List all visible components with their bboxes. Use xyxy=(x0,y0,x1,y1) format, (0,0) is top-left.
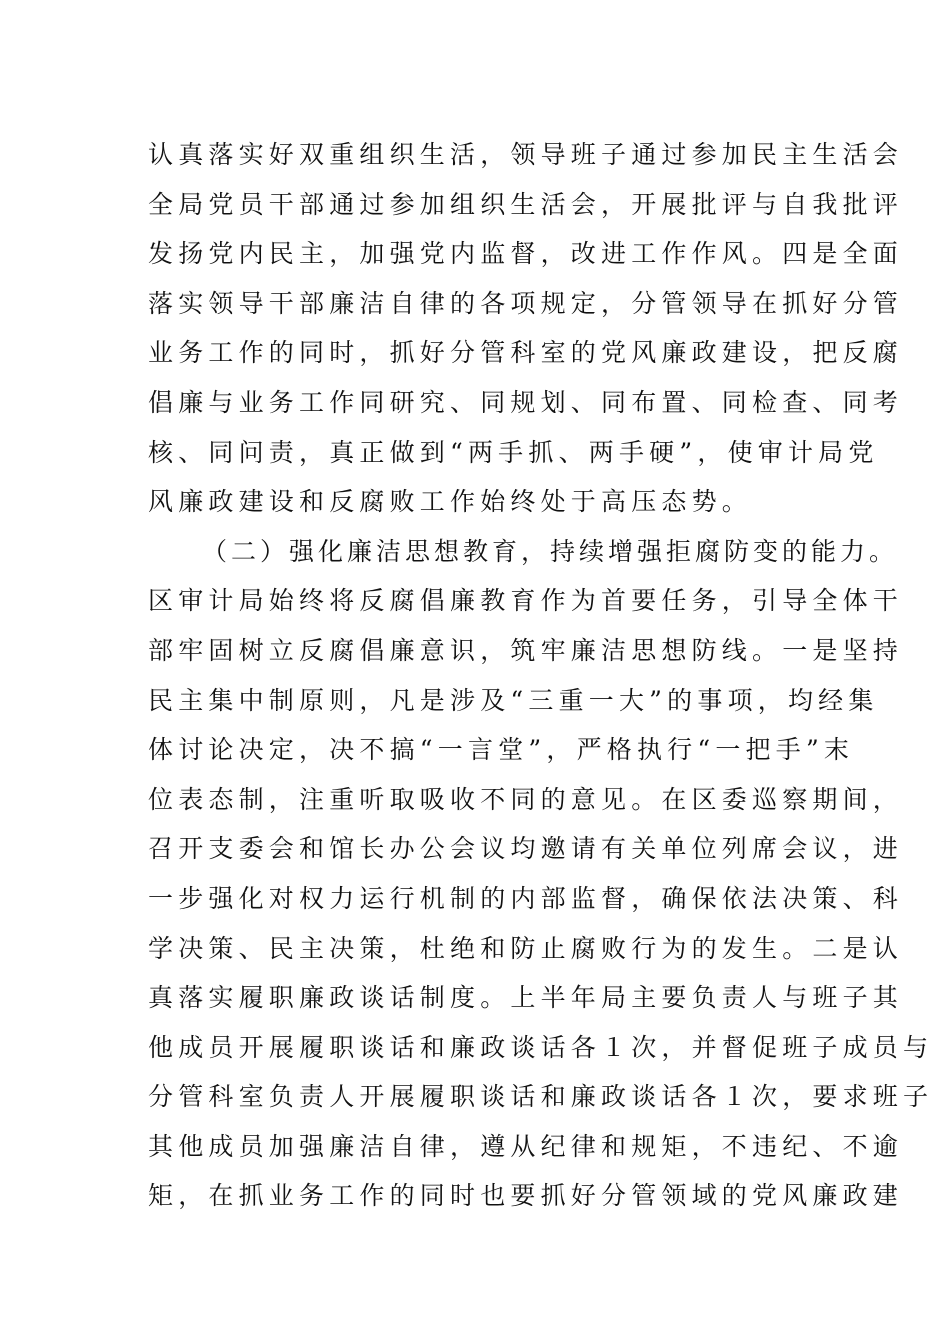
text-line: 一步强化对权力运行机制的内部监督，确保依法决策、科 xyxy=(148,883,904,913)
text-line: 他成员开展履职谈话和廉政谈话各１次，并督促班子成员与 xyxy=(148,1032,934,1062)
text-line: 位表态制，注重听取吸收不同的意见。在区委巡察期间， xyxy=(148,784,904,814)
text-line: 核、同问责，真正做到“两手抓、两手硬”，使审计局党 xyxy=(148,437,879,467)
text-line: 真落实履职廉政谈话制度。上半年局主要负责人与班子其 xyxy=(148,983,904,1013)
text-line: 分管科室负责人开展履职谈话和廉政谈话各１次，要求班子 xyxy=(148,1082,934,1112)
text-line: 民主集中制原则，凡是涉及“三重一大”的事项，均经集 xyxy=(148,685,879,715)
text-line: 体讨论决定，决不搞“一言堂”，严格执行“一把手”末 xyxy=(148,735,855,765)
text-line: 召开支委会和馆长办公会议均邀请有关单位列席会议，进 xyxy=(148,834,904,864)
text-line: 风廉政建设和反腐败工作始终处于高压态势。 xyxy=(148,487,753,517)
text-line: 倡廉与业务工作同研究、同规划、同布置、同检查、同考 xyxy=(148,387,904,417)
section-heading-line: （二）强化廉洁思想教育，持续增强拒腐防变的能力。 xyxy=(202,536,899,566)
text-line: 业务工作的同时，抓好分管科室的党风廉政建设，把反腐 xyxy=(148,338,904,368)
text-line: 学决策、民主决策，杜绝和防止腐败行为的发生。二是认 xyxy=(148,933,904,963)
text-line: 落实领导干部廉洁自律的各项规定，分管领导在抓好分管 xyxy=(148,288,904,318)
text-line: 矩，在抓业务工作的同时也要抓好分管领域的党风廉政建 xyxy=(148,1181,904,1211)
text-line: 发扬党内民主，加强党内监督，改进工作作风。四是全面 xyxy=(148,239,904,269)
text-line: 部牢固树立反腐倡廉意识，筑牢廉洁思想防线。一是坚持 xyxy=(148,635,904,665)
text-line: 其他成员加强廉洁自律，遵从纪律和规矩，不违纪、不逾 xyxy=(148,1131,904,1161)
text-line: 区审计局始终将反腐倡廉教育作为首要任务，引导全体干 xyxy=(148,586,904,616)
text-line: 认真落实好双重组织生活，领导班子通过参加民主生活会 xyxy=(148,140,904,169)
document-body xyxy=(148,130,934,1221)
text-line: 全局党员干部通过参加组织生活会，开展批评与自我批评 xyxy=(148,189,904,219)
